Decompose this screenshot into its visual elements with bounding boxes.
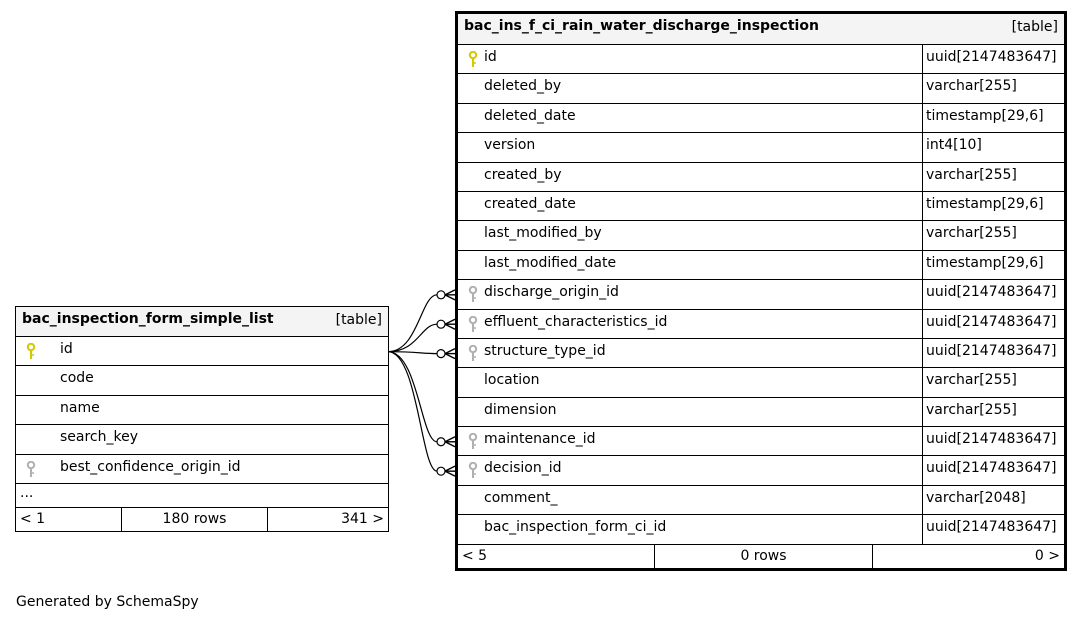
column-name: id xyxy=(60,341,73,357)
column-name: maintenance_id xyxy=(484,431,596,448)
column-name: structure_type_id xyxy=(484,342,606,359)
column-name: best_confidence_origin_id xyxy=(60,458,241,475)
column-type: timestamp[29,6] xyxy=(926,107,1044,124)
row-count: 0 rows xyxy=(740,547,787,564)
column-name: deleted_date xyxy=(484,107,576,124)
relationship-edge xyxy=(388,352,455,447)
column-type: int4[10] xyxy=(926,137,982,154)
column-type: varchar[255] xyxy=(926,78,1017,95)
column-name: discharge_origin_id xyxy=(484,284,619,301)
column-name: code xyxy=(60,370,94,387)
column-type: uuid[2147483647] xyxy=(926,519,1057,536)
parents-count: < 5 xyxy=(462,547,488,564)
column-name: search_key xyxy=(60,429,139,446)
column-type: timestamp[29,6] xyxy=(926,254,1044,271)
column-name: deleted_by xyxy=(484,78,562,95)
column-name: effluent_characteristics_id xyxy=(484,313,668,330)
column-type: uuid[2147483647] xyxy=(926,284,1057,301)
column-type: uuid[2147483647] xyxy=(926,49,1057,65)
column-name: last_modified_date xyxy=(484,254,617,271)
column-name: location xyxy=(484,372,540,389)
relationship-edge xyxy=(388,352,455,476)
column-type: varchar[255] xyxy=(926,225,1017,242)
column-type: varchar[255] xyxy=(926,401,1017,418)
parents-count: < 1 xyxy=(20,510,46,527)
generated-by-label: Generated by SchemaSpy xyxy=(16,594,199,610)
column-type: uuid[2147483647] xyxy=(926,313,1057,330)
column-name: created_date xyxy=(484,195,576,212)
column-type: uuid[2147483647] xyxy=(926,431,1057,448)
children-count: 0 > xyxy=(1034,547,1060,564)
column-type: varchar[2048] xyxy=(926,489,1026,506)
children-count: 341 > xyxy=(341,510,384,527)
column-type: uuid[2147483647] xyxy=(926,342,1057,359)
table-kind: [table] xyxy=(335,312,382,328)
column-name: created_by xyxy=(484,166,562,183)
table-title: bac_inspection_form_simple_list xyxy=(22,311,274,327)
column-name: dimension xyxy=(484,401,557,418)
ellipsis-text: ... xyxy=(20,484,34,501)
column-name: decision_id xyxy=(484,460,562,477)
column-name: id xyxy=(484,49,497,65)
table-title: bac_ins_f_ci_rain_water_discharge_inspection xyxy=(464,18,819,34)
column-name: name xyxy=(60,399,100,416)
row-count: 180 rows xyxy=(162,510,227,527)
table-kind: [table] xyxy=(1011,19,1058,35)
column-name: bac_inspection_form_ci_id xyxy=(484,519,667,536)
column-name: last_modified_by xyxy=(484,225,602,242)
column-name: comment_ xyxy=(484,489,558,506)
column-type: varchar[255] xyxy=(926,372,1017,389)
column-type: timestamp[29,6] xyxy=(926,195,1044,212)
relationship-edge xyxy=(388,290,455,352)
column-type: uuid[2147483647] xyxy=(926,460,1057,477)
column-type: varchar[255] xyxy=(926,166,1017,183)
column-name: version xyxy=(484,137,536,154)
relationship-edge xyxy=(388,319,455,351)
